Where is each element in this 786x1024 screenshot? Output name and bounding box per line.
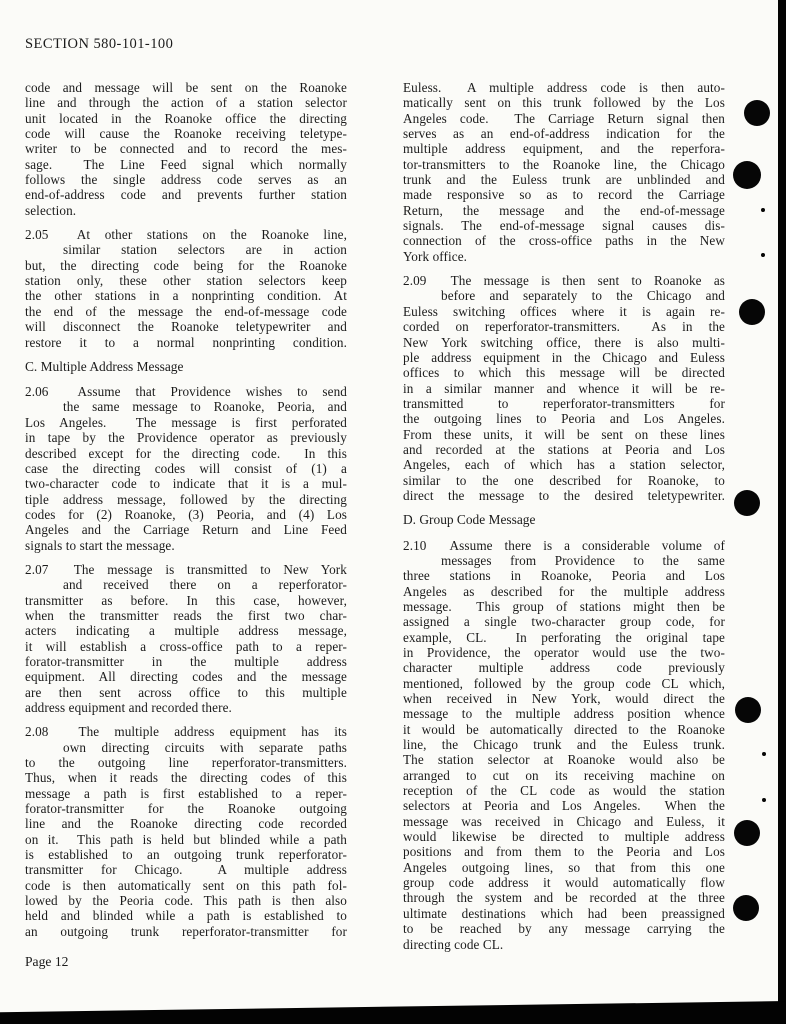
punch-hole-dot	[733, 161, 761, 189]
text-line: line and the Roanoke directing code recorded	[25, 816, 347, 832]
text-line: 2.09 The message is then sent to Roanoke as	[403, 273, 725, 289]
text-line: similar to the one described for Roanoke, to	[403, 472, 725, 488]
text-line: lowed by the Peoria code. This path is then also	[25, 893, 347, 909]
section-number-header: SECTION 580-101-100	[25, 36, 174, 52]
text-line: The station selector at Roanoke would also be	[403, 752, 725, 768]
text-line: Angeles outgoing lines, so that from this one	[403, 859, 725, 875]
text-line: multiple address equipment, and the reperfora-	[403, 141, 725, 157]
text-line: Angeles as described for the multiple address	[403, 583, 725, 599]
text-line: mentioned, followed by the group code CL which,	[403, 675, 725, 691]
text-line: address equipment and recorded there.	[25, 700, 232, 716]
text-line: selection.	[25, 202, 77, 218]
text-line: three stations in Roanoke, Peoria and Los	[403, 568, 725, 584]
text-line: message. This group of stations might then be	[403, 598, 725, 614]
text-line: code and message will be sent on the Roanoke	[25, 80, 347, 95]
text-line: Angeles and the Carriage Return and Line Feed	[25, 522, 347, 538]
text-line: end-of-address code and prevents further station	[25, 187, 347, 203]
text-line: matically sent on this trunk followed by the Los	[403, 95, 725, 111]
text-line: line, the Chicago trunk and the Euless trunk.	[403, 737, 725, 753]
text-line: code is then automatically sent on this path fol-	[25, 877, 347, 893]
punch-hole-dot	[734, 820, 760, 846]
text-line: serves as an end-of-address indication for the	[403, 126, 725, 142]
paragraph-2.04-continuation	[25, 80, 347, 218]
text-line: connection of the cross-office paths in the New	[403, 233, 725, 249]
text-line: the outgoing lines to Peoria and Los Angeles.	[403, 411, 725, 427]
text-line: messages from Providence to the same	[441, 552, 725, 568]
text-line: own directing circuits with separate paths	[63, 739, 347, 755]
text-line: character multiple address code previously	[403, 660, 725, 676]
text-line: in Providence, the operator would use the two-	[403, 644, 725, 660]
punch-hole-dot	[735, 697, 761, 723]
text-line: similar station selectors are in action	[63, 242, 347, 258]
text-line: codes for (2) Roanoke, (3) Peoria, and (4) Los	[25, 506, 347, 522]
text-line: example, CL. In perforating the original tape	[403, 629, 725, 645]
text-line: and recorded at the stations at Peoria and Los	[403, 441, 725, 457]
text-line: ple address equipment in the Chicago and Euless	[403, 349, 725, 365]
text-line: reception of the CL code as would the station	[403, 783, 725, 799]
text-line: Euless. A multiple address code is then auto-	[403, 80, 725, 95]
document-body	[25, 80, 725, 961]
paragraph-2.10	[403, 538, 725, 952]
text-line: are then sent across office to this multiple	[25, 684, 347, 700]
text-line: signals to start the message.	[25, 537, 175, 553]
text-line: through the system and be recorded at the three	[403, 890, 725, 906]
text-line: directing code CL.	[403, 936, 504, 952]
scan-speck	[762, 752, 766, 756]
text-line: forator-transmitter for the Roanoke outgoing	[25, 801, 347, 817]
text-line: two-character code to indicate that it is a mul-	[25, 476, 347, 492]
text-line: the other stations in a nonprinting condition. At	[25, 288, 347, 304]
text-line: Angeles, each of which has a station selector,	[403, 457, 725, 473]
text-line: held and blinded while a path is established to	[25, 908, 347, 924]
paragraph-2.07	[25, 562, 347, 715]
text-line: follows the single address code serves as an	[25, 172, 347, 188]
text-line: transmitter as before. In this case, however,	[25, 592, 347, 608]
text-line: to the outgoing line reperforator-transmitters.	[25, 755, 347, 771]
text-line: before and separately to the Chicago and	[441, 288, 725, 304]
punch-hole-dot	[744, 100, 770, 126]
text-line: transmitter for Chicago. A multiple address	[25, 862, 347, 878]
scan-speck	[761, 253, 765, 257]
text-line: Angeles code. The Carriage Return signal then	[403, 110, 725, 126]
text-line: station only, these other station selectors keep	[25, 273, 347, 289]
text-line: arranged to cut on its receiving machine on	[403, 767, 725, 783]
column-right	[403, 80, 725, 961]
text-line: in tape by the Providence operator as previously	[25, 430, 347, 446]
text-line: and received there on a reperforator-	[63, 577, 347, 593]
section-heading-C: C. Multiple Address Message	[25, 358, 184, 374]
page-number: Page 12	[25, 954, 69, 969]
text-line: made responsive so as to record the Carriage	[403, 187, 725, 203]
paragraph-2.05	[25, 227, 347, 350]
scan-edge-bottom-bar	[0, 996, 786, 1024]
text-line: Return, the message and the end-of-message	[403, 202, 725, 218]
section-heading-D: D. Group Code Message	[403, 512, 536, 528]
text-line: 2.07 The message is transmitted to New York	[25, 561, 347, 577]
text-line: described except for the directing code. In this	[25, 445, 347, 461]
text-line: restore it to a normal nonprinting condition.	[25, 334, 347, 350]
text-line: ultimate destinations which had been preassigned	[403, 905, 725, 921]
paragraph-2.09	[403, 273, 725, 503]
text-line: would likewise be directed to multiple address	[403, 829, 725, 845]
text-line: sage. The Line Feed signal which normally	[25, 156, 347, 172]
scan-speck	[761, 208, 765, 212]
text-line: corded on reperforator-transmitters. As in the	[403, 319, 725, 335]
text-line: offices to which this message will be directed	[403, 365, 725, 381]
text-line: Thus, when it reads the directing codes of this	[25, 770, 347, 786]
text-line: on it. This path is held but blinded while a path	[25, 831, 347, 847]
text-line: Los Angeles. The message is first perforated	[25, 414, 347, 430]
text-line: transmitted to reperforator-transmitters for	[403, 395, 725, 411]
text-line: forator-transmitter in the multiple address	[25, 653, 347, 669]
text-line: the end of the message the end-of-message code	[25, 303, 347, 319]
column-left	[25, 80, 347, 961]
text-line: positions and from them to the Peoria and Los	[403, 844, 725, 860]
text-line: to be reached by any message carrying the	[403, 921, 725, 937]
text-line: selectors at Peoria and Los Angeles. When the	[403, 798, 725, 814]
text-line: in a similar manner and whence it will be re-	[403, 380, 725, 396]
text-line: From these units, it will be sent on these lines	[403, 426, 725, 442]
text-line: line and through the action of a station selector	[25, 95, 347, 111]
text-line: 2.08 The multiple address equipment has its	[25, 724, 347, 740]
text-line: when the transmitter reads the first two char-	[25, 607, 347, 623]
text-line: message to the multiple address position whence	[403, 706, 725, 722]
punch-hole-dot	[733, 895, 759, 921]
scan-speck	[762, 798, 766, 802]
text-line: group code address it would automatically flow	[403, 875, 725, 891]
text-line: acters indicating a multiple address message,	[25, 623, 347, 639]
text-line: tor-transmitters to the Roanoke line, the Chicago	[403, 156, 725, 172]
text-line: message a path is first established to a reper-	[25, 785, 347, 801]
text-line: it would be automatically directed to the Roanoke	[403, 721, 725, 737]
paragraph-2.08-continuation	[403, 80, 725, 264]
text-line: New York switching office, there is also multi-	[403, 334, 725, 350]
text-line: 2.05 At other stations on the Roanoke line,	[25, 227, 347, 243]
text-line: the same message to Roanoke, Peoria, and	[63, 399, 347, 415]
text-line: is established to an outgoing trunk reperforator-	[25, 847, 347, 863]
text-line: signals. The end-of-message signal causes dis-	[403, 218, 725, 234]
text-line: message was received in Chicago and Euless, it	[403, 813, 725, 829]
text-line: 2.06 Assume that Providence wishes to send	[25, 384, 347, 400]
text-line: case the directing codes will consist of (1) a	[25, 460, 347, 476]
text-line: when received in New York, would direct the	[403, 691, 725, 707]
text-line: will disconnect the Roanoke teletypewriter and	[25, 319, 347, 335]
text-line: trunk and the Euless trunk are unblinded and	[403, 172, 725, 188]
text-line: 2.10 Assume there is a considerable volume of	[403, 537, 725, 553]
punch-hole-dot	[734, 490, 760, 516]
punch-hole-dot	[739, 299, 765, 325]
text-line: an outgoing trunk reperforator-transmitter for	[25, 923, 347, 939]
text-line: tiple address message, followed by the directing	[25, 491, 347, 507]
text-line: code will cause the Roanoke receiving teletype-	[25, 126, 347, 142]
paragraph-2.08	[25, 724, 347, 939]
text-line: Euless switching offices where it is again re-	[403, 303, 725, 319]
text-line: York office.	[403, 248, 468, 264]
paragraph-2.06	[25, 384, 347, 553]
text-line: writer to be connected and to record the mes-	[25, 141, 347, 157]
text-line: it will establish a cross-office path to a reper-	[25, 638, 347, 654]
text-line: unit located in the Roanoke office the directing	[25, 110, 347, 126]
scan-edge-right-bar	[778, 0, 786, 1024]
text-line: assigned a single two-character group code, for	[403, 614, 725, 630]
text-line: direct the message to the desired teletypewriter.	[403, 487, 725, 503]
text-line: but, the directing code being for the Roanoke	[25, 257, 347, 273]
text-line: equipment. All directing codes and the message	[25, 669, 347, 685]
